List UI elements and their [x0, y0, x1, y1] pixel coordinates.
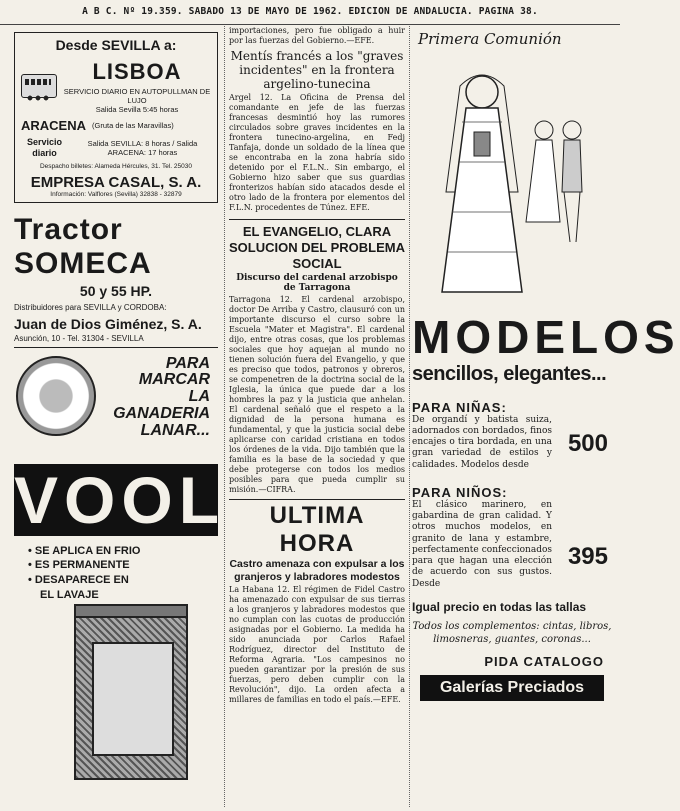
complementos-text: Todos los complementos: cintas, libros, limosneras, guantes, coronas... — [412, 620, 612, 645]
sheep-emblem-icon — [16, 356, 96, 436]
bus-ad-title: Desde SEVILLA a: — [55, 37, 177, 53]
ninos-heading: PARA NIÑOS: — [412, 484, 508, 500]
bus-ad-dest2-note: (Gruta de las Maravillas) — [92, 121, 174, 130]
pida-catalogo: PIDA CATALOGO — [484, 653, 604, 669]
article-evangelio-body: Tarragona 12. El cardenal arzobispo, doctor De Arriba y Castro, clausuró con un importante discurso el curso sobre la Escuela "Mater et Magistra". El cardenal dijo, entre otras cosas, que los problemas sociales que hoy aquejan al mundo no tienen solución fuera del Evangelio, y que es preciso que todos, patronos y obreros, se compenetren de la doctrina social de la Iglesia, la única que puede dar a los hombres la paz y la justicia que anhelan. El cardenal señaló que el respeto a la dignidad de la persona humana es fundamental, y que la justicia social debe aplicarse con caridad cristiana en todos los órdenes de la vida. Dijo también que la familia es la base de la sociedad y que debe protegerse con todos los medios posibles para que pueda cumplir su misión.—CIFRA. — [229, 295, 405, 495]
middle-column — [224, 26, 410, 807]
article-tail-text: importaciones, pero fue obligado a huir por las fuerzas del Gobierno.—EFE. — [229, 26, 405, 45]
bus-ad-address: Despacho billetes: Alameda Hércules, 31. Tel. 25030 — [39, 162, 192, 170]
ninas-text: De organdí y batista suiza, adornados con bordados, finos encajes o tira bordada, en una gran variedad de estilos y calidades. Modelos desde — [412, 414, 552, 470]
modelos-subheadline: sencillos, elegantes... — [412, 362, 607, 385]
bus-advertisement — [14, 32, 218, 203]
bus-ad-dest-lisboa: LISBOA — [92, 59, 182, 84]
ultima-hora-title: ULTIMA HORA — [229, 499, 405, 558]
bus-ad-dest1-sub: Salida Sevilla 5:45 horas — [95, 105, 179, 114]
ultima-hora-subhead: Castro amenaza con expulsar a los granjeros y labradores modestos — [229, 558, 405, 583]
igual-precio: Igual precio en todas las tallas — [412, 599, 587, 614]
tractor-hp: 50 y 55 HP. — [79, 282, 153, 299]
vool-bullets: • SE APLICA EN FRIO • ES PERMANENTE • DESAPARECE EN EL LAVAJE — [28, 544, 141, 602]
bus-ad-company: EMPRESA CASAL, S. A. — [30, 173, 202, 191]
tractor-title-a: Tractor — [14, 212, 123, 246]
vool-can-illustration — [74, 616, 188, 780]
page-header: A B C. Nº 19.359. SABADO 13 DE MAYO DE 1962. EDICION DE ANDALUCIA. PAGINA 38. — [0, 0, 620, 25]
ninos-price: 395 — [567, 542, 608, 570]
vool-slogan: PARA MARCAR LA GANADERIA LANAR... — [113, 354, 210, 439]
tractor-address: Asunción, 10 - Tel. 31304 - SEVILLA — [14, 334, 218, 348]
tractor-distrib: Distribuidores para SEVILLA y CORDOBA: — [14, 302, 167, 312]
vool-advertisement — [14, 354, 226, 786]
communion-children-drawing — [522, 112, 592, 252]
tractor-company: Juan de Dios Giménez, S. A. — [14, 315, 202, 332]
ninas-price: 500 — [567, 429, 608, 457]
ninos-text: El clásico marinero, en gabardina de gran calidad. Y otros muchos modelos, en granito de lana y estambre, perfectamente confeccionados para que hagan una elección de acuerdo con sus gustos. Desde — [412, 499, 552, 589]
left-column — [10, 26, 226, 807]
tractor-advertisement — [14, 213, 218, 348]
tractor-title-b: SOMECA — [14, 246, 152, 280]
section-ninas — [412, 400, 612, 471]
section-ninos — [412, 485, 612, 590]
galerias-preciados-logo: Galerías Preciados — [420, 675, 604, 701]
communion-illustration — [412, 52, 612, 312]
ultima-hora-body: La Habana 12. El régimen de Fidel Castro ha amenazado con expulsar de sus tierras a los granjeros y labradores modestos que no cumplan con las cuotas de producción asignadas por el Gobierno. La medida ha sido anunciada por Carlos Rafael Rodríguez, director del Instituto de Reforma Agraria. "Los campesinos no pueden garantizar por la presión de sus fuerzas, pero deben cumplir con la Revolución", dijo. La orden afecta a millares de familias en todo el país.—EFE. — [229, 585, 405, 705]
right-column — [412, 26, 680, 807]
article-argelia-body: Argel 12. La Oficina de Prensa del comandante en jefe de las fuerzas francesas desmintió hoy las rumores circulados sobre graves incidentes en la frontera tunecino-argelina, en Fedj Tanfaja, donde un soldado de la línea que se encontraba en la zona habría sido detenido por el F.L.N.. Sin embargo, el Gobierno hizo saber que sus guardias fronterizos habían sido atacados desde el otro lado de la frontera por elementos del F.L.N. procedentes de Túnez. EFE. — [229, 93, 405, 213]
bus-ad-dest1-info: SERVICIO DIARIO EN AUTOPULLMAN DE LUJO — [63, 87, 211, 105]
bus-ad-info: Información: Valflores (Sevilla) 32838 - 32879 — [50, 190, 182, 198]
article-headline-argelia: Mentís francés a los "graves incidentes" en la frontera argelino-tunecina — [230, 49, 404, 91]
ninas-heading: PARA NIÑAS: — [412, 399, 507, 415]
bus-ad-dest-aracena: ARACENA — [21, 118, 86, 133]
primera-comunion-title: Primera Comunión — [418, 30, 562, 48]
vool-brand: VOOL — [14, 462, 226, 537]
bus-ad-service-label: Servicio diario — [26, 137, 62, 158]
modelos-headline: MODELOS — [412, 311, 680, 363]
article-subhead-cardenal: Discurso del cardenal arzobispo de Tarragona — [236, 273, 398, 294]
bus-ad-service-times: Salida SEVILLA: 8 horas / Salida ARACENA: 17 horas — [87, 138, 198, 157]
bus-ad-row — [21, 57, 211, 114]
bus-icon — [21, 74, 57, 98]
article-headline-evangelio: EL EVANGELIO, CLARA SOLUCION DEL PROBLEMA SOCIAL — [229, 219, 405, 271]
